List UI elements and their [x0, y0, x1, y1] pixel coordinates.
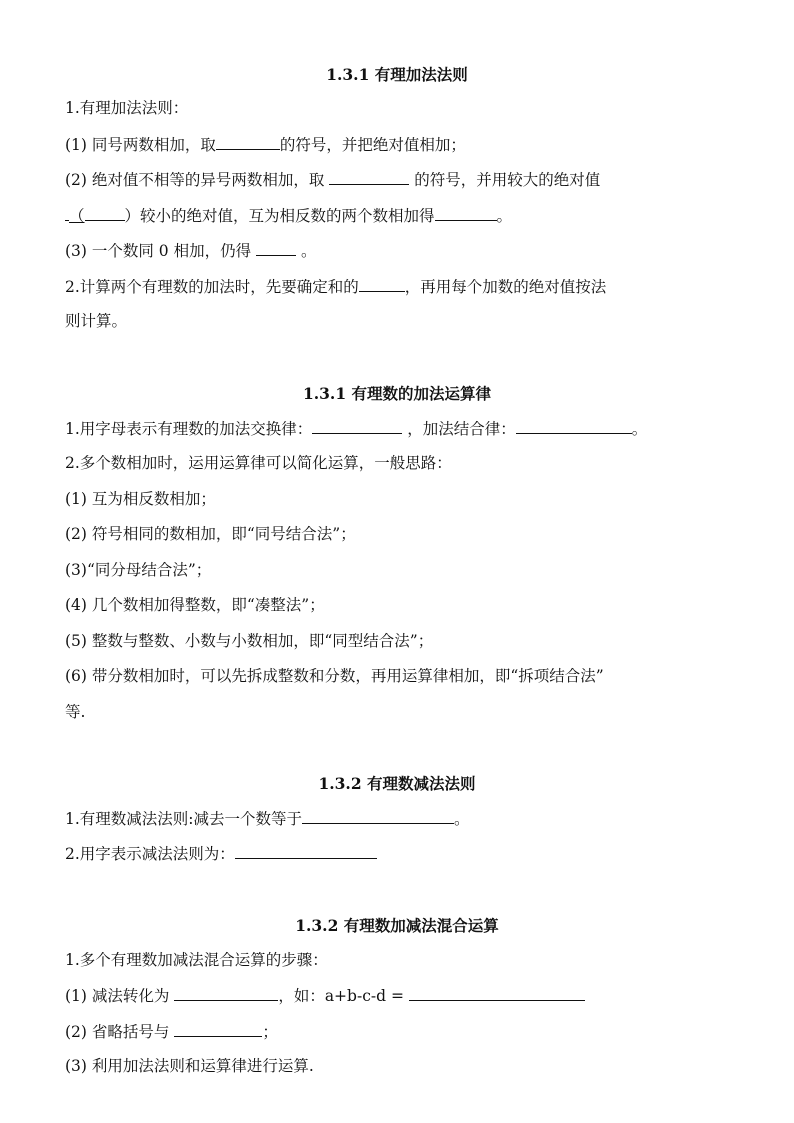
text: 。	[496, 207, 513, 225]
fill-blank[interactable]	[256, 240, 296, 256]
text-line	[65, 595, 325, 615]
text: (3) 一个数同 0 相加，仍得	[65, 242, 257, 260]
text-line	[65, 702, 85, 722]
text: 。	[296, 242, 317, 260]
fill-blank[interactable]	[235, 843, 377, 859]
text: （	[69, 207, 85, 225]
text: (1) 同号两数相加，取	[65, 136, 216, 154]
text-line	[65, 134, 466, 155]
text: ，再用每个加数的绝对值按法	[404, 278, 607, 296]
fill-blank[interactable]	[174, 985, 278, 1001]
fill-blank[interactable]	[85, 205, 125, 221]
text: (3)“同分母结合法”；	[65, 561, 212, 579]
text-line	[65, 98, 188, 118]
text: (5) 整数与整数、小数与小数相加，即“同型结合法”；	[65, 632, 434, 650]
text: 2.计算两个有理数的加法时，先要确定和的	[65, 278, 359, 296]
fill-blank[interactable]	[409, 985, 585, 1001]
text: 等.	[65, 703, 86, 721]
text: (1) 互为相反数相加；	[65, 490, 216, 508]
fill-blank[interactable]	[435, 205, 497, 221]
text: 2.多个数相加时，运用运算律可以简化运算，一般思路：	[65, 454, 452, 472]
text: (2) 省略括号与	[65, 1023, 175, 1041]
fill-blank[interactable]	[216, 134, 280, 150]
section-title-addition-rule: 1.3.1 有理加法法则	[326, 65, 468, 84]
text: (6) 带分数相加时，可以先拆成整数和分数，再用运算律相加，即“拆项结合法”	[65, 667, 604, 685]
text-line	[65, 631, 433, 651]
text-line	[65, 808, 470, 829]
text: (2) 绝对值不相等的异号两数相加，取	[65, 171, 330, 189]
text-line	[65, 666, 604, 686]
text: 的符号，并把绝对值相加；	[279, 136, 466, 154]
fill-blank[interactable]	[516, 418, 632, 434]
text-line	[65, 453, 452, 473]
text: 。	[454, 810, 470, 828]
text: 1.多个有理数加减法混合运算的步骤：	[65, 951, 328, 969]
text: ）较小的绝对值，互为相反数的两个数相加得	[124, 207, 435, 225]
text: 2.用字表示减法法则为：	[65, 845, 235, 863]
text-line	[65, 843, 377, 864]
text: 。	[631, 420, 648, 438]
text-line	[65, 524, 356, 544]
text-line	[65, 418, 647, 439]
text: 1.有理数减法法则:减去一个数等于	[65, 810, 303, 828]
text-line	[65, 560, 211, 580]
text-line	[65, 489, 216, 509]
text-line	[65, 985, 585, 1006]
text: (4) 几个数相加得整数，即“凑整法”；	[65, 596, 325, 614]
fill-blank[interactable]	[329, 169, 409, 185]
text: ，加法结合律：	[402, 420, 516, 438]
fill-blank[interactable]	[359, 276, 405, 292]
text: (1) 减法转化为	[65, 987, 175, 1005]
text: (2) 符号相同的数相加，即“同号结合法”；	[65, 525, 356, 543]
text: ，如：a+b-c-d =	[278, 987, 409, 1005]
text-line	[65, 205, 512, 226]
text-line	[65, 1056, 314, 1076]
fill-blank[interactable]	[302, 808, 454, 824]
section-title-subtraction-rule: 1.3.2 有理数减法法则	[318, 774, 476, 793]
text-line	[65, 169, 600, 190]
fill-blank[interactable]	[312, 418, 402, 434]
text: (3) 利用加法法则和运算律进行运算.	[65, 1057, 314, 1075]
section-title-mixed-operations: 1.3.2 有理数加减法混合运算	[295, 916, 499, 935]
fill-blank[interactable]	[174, 1021, 262, 1037]
text: 1.有理加法法则：	[65, 99, 189, 117]
text: 则计算。	[65, 312, 128, 330]
text: 的符号，并用较大的绝对值	[409, 171, 601, 189]
text-line	[65, 276, 606, 297]
text-line	[65, 311, 127, 331]
text: ；	[262, 1023, 278, 1041]
text-line	[65, 1021, 278, 1042]
text-line	[65, 950, 328, 970]
text-line	[65, 240, 316, 261]
section-title-addition-laws: 1.3.1 有理数的加法运算律	[302, 384, 492, 403]
text: 1.用字母表示有理数的加法交换律：	[65, 420, 313, 438]
